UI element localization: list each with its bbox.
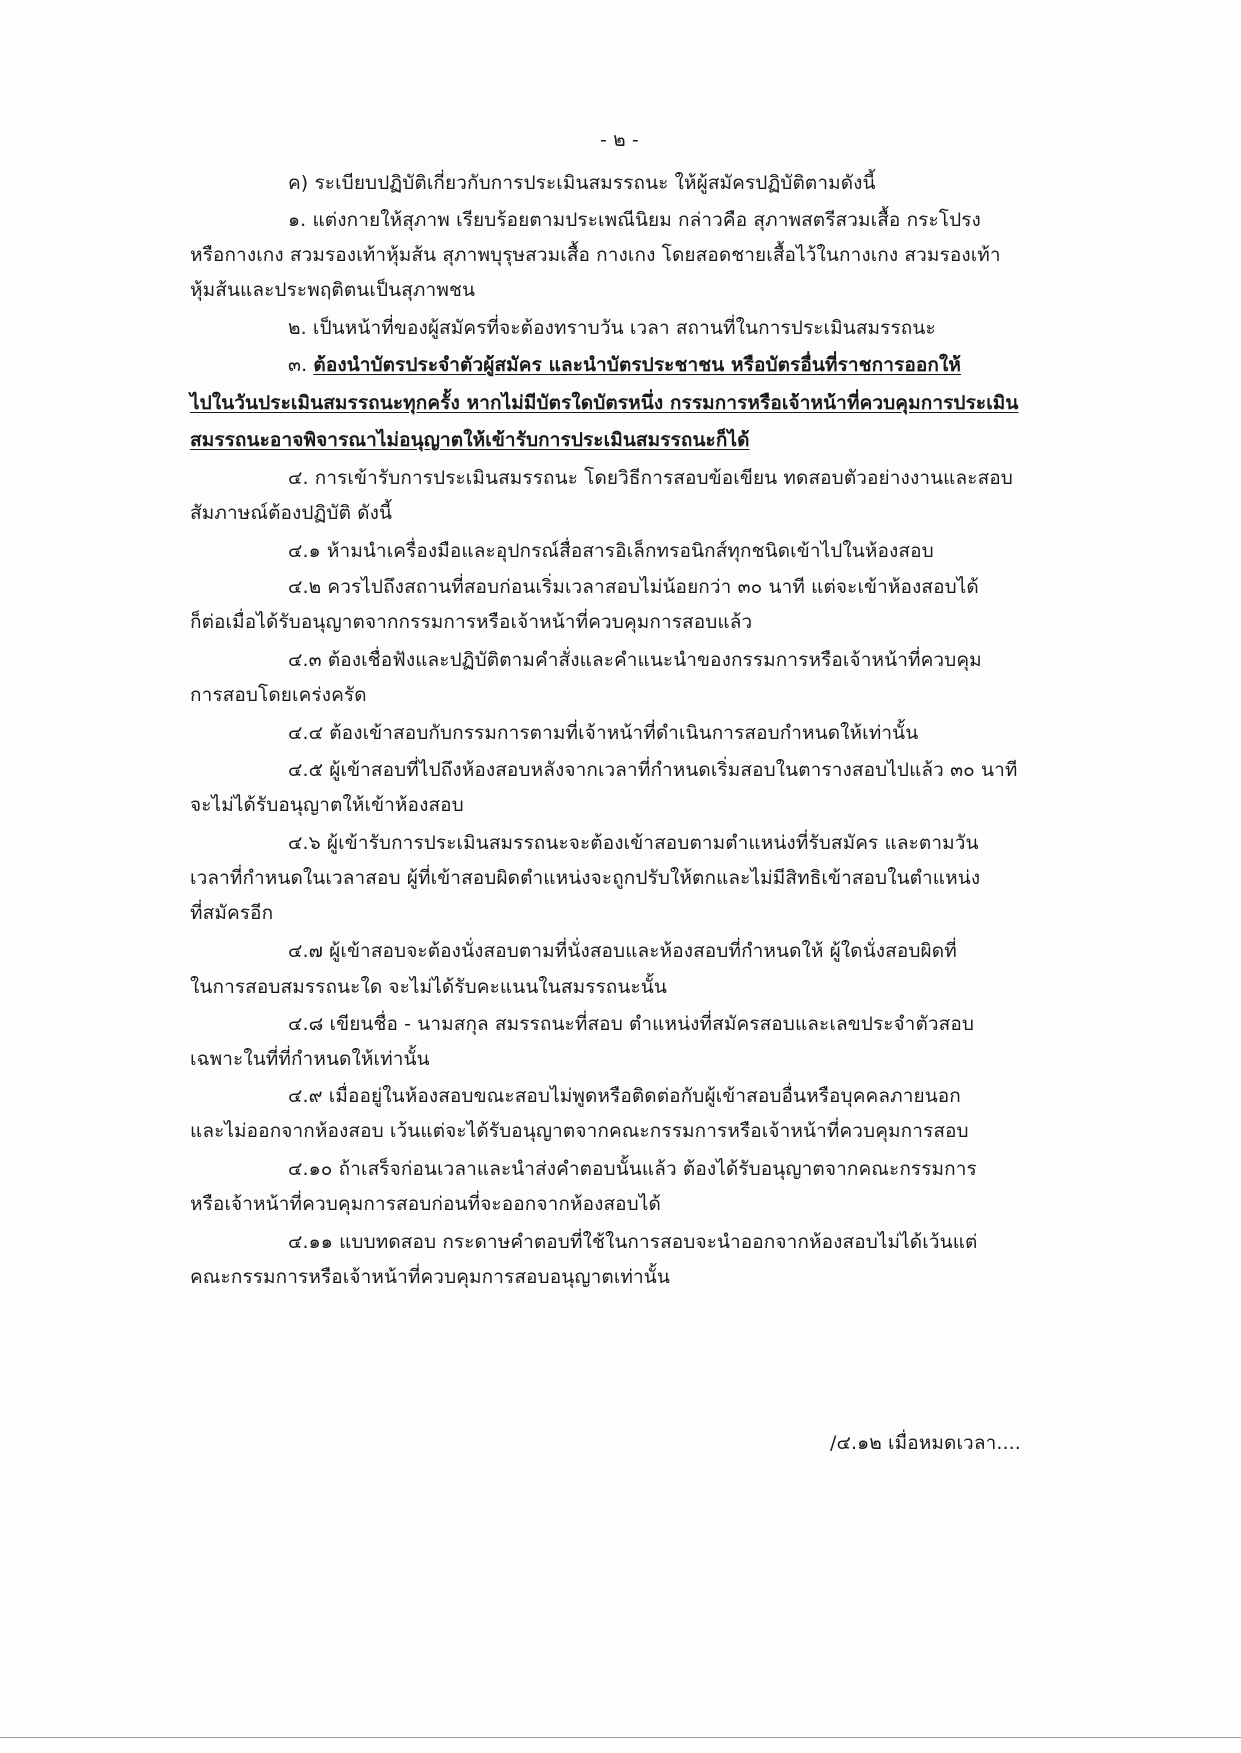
sub4-6-line3: ที่สมัครอีก	[190, 902, 274, 924]
page-number: - ๒ -	[600, 129, 639, 151]
item3-line1	[288, 352, 961, 378]
sub4-1: ๔.๑ ห้ามนำเครื่องมือและอุปกรณ์สื่อสารอิเล็กทรอนิกส์ทุกชนิดเข้าไปในห้องสอบ	[288, 540, 934, 562]
sub4-5-line1: ๔.๕ ผู้เข้าสอบที่ไปถึงห้องสอบหลังจากเวลาที่กำหนดเริ่มสอบในตารางสอบไปแล้ว ๓๐ นาที	[288, 759, 1018, 781]
sub4-9-line2: และไม่ออกจากห้องสอบ เว้นแต่จะได้รับอนุญาตจากคณะกรรมการหรือเจ้าหน้าที่ควบคุมการสอบ	[190, 1120, 969, 1142]
sub4-8-line2: เฉพาะในที่ที่กำหนดให้เท่านั้น	[190, 1048, 430, 1070]
sub4-7-line1: ๔.๗ ผู้เข้าสอบจะต้องนั่งสอบตามที่นั่งสอบและห้องสอบที่กำหนดให้ ผู้ใดนั่งสอบผิดที่	[288, 940, 957, 962]
sub4-10-line1: ๔.๑๐ ถ้าเสร็จก่อนเวลาและนำส่งคำตอบนั้นแล้ว ต้องได้รับอนุญาตจากคณะกรรมการ	[288, 1158, 977, 1180]
section-c-heading: ค) ระเบียบปฏิบัติเกี่ยวกับการประเมินสมรรถนะ ให้ผู้สมัครปฏิบัติตามดังนี้	[288, 172, 876, 194]
sub4-11-line1: ๔.๑๑ แบบทดสอบ กระดาษคำตอบที่ใช้ในการสอบจะนำออกจากห้องสอบไม่ได้เว้นแต่	[288, 1231, 978, 1253]
sub4-2-line1: ๔.๒ ควรไปถึงสถานที่สอบก่อนเริ่มเวลาสอบไม่น้อยกว่า ๓๐ นาที แต่จะเข้าห้องสอบได้	[288, 576, 979, 598]
sub4-6-line1: ๔.๖ ผู้เข้ารับการประเมินสมรรถนะจะต้องเข้าสอบตามตำแหน่งที่รับสมัคร และตามวัน	[288, 832, 979, 854]
sub4-7-line2: ในการสอบสมรรถนะใด จะไม่ได้รับคะแนนในสมรรถนะนั้น	[190, 976, 667, 998]
sub4-11-line2: คณะกรรมการหรือเจ้าหน้าที่ควบคุมการสอบอนุญาตเท่านั้น	[190, 1266, 670, 1288]
sub4-4: ๔.๔ ต้องเข้าสอบกับกรรมการตามที่เจ้าหน้าที่ดำเนินการสอบกำหนดให้เท่านั้น	[288, 722, 919, 744]
sub4-3-line2: การสอบโดยเคร่งครัด	[190, 684, 367, 706]
sub4-3-line1: ๔.๓ ต้องเชื่อฟังและปฏิบัติตามคำสั่งและคำแนะนำของกรรมการหรือเจ้าหน้าที่ควบคุม	[288, 649, 982, 671]
item3-number: ๓.	[288, 354, 308, 376]
sub4-10-line2: หรือเจ้าหน้าที่ควบคุมการสอบก่อนที่จะออกจากห้องสอบได้	[190, 1193, 661, 1215]
continuation-note: /๔.๑๒ เมื่อหมดเวลา....	[830, 1432, 1021, 1454]
item3-text-1: ต้องนำบัตรประจำตัวผู้สมัคร และนำบัตรประชาชน หรือบัตรอื่นที่ราชการออกให้	[313, 354, 961, 376]
sub4-5-line2: จะไม่ได้รับอนุญาตให้เข้าห้องสอบ	[190, 794, 464, 816]
item1-line3: หุ้มส้นและประพฤติตนเป็นสุภาพชน	[190, 279, 476, 301]
item4-line2: สัมภาษณ์ต้องปฏิบัติ ดังนี้	[190, 502, 393, 524]
item1-line1: ๑. แต่งกายให้สุภาพ เรียบร้อยตามประเพณีนิยม กล่าวคือ สุภาพสตรีสวมเสื้อ กระโปรง	[288, 209, 981, 231]
item3-line3: สมรรถนะอาจพิจารณาไม่อนุญาตให้เข้ารับการประเมินสมรรถนะก็ได้	[190, 429, 750, 451]
item2: ๒. เป็นหน้าที่ของผู้สมัครที่จะต้องทราบวัน เวลา สถานที่ในการประเมินสมรรถนะ	[288, 317, 936, 339]
sub4-2-line2: ก็ต่อเมื่อได้รับอนุญาตจากกรรมการหรือเจ้าหน้าที่ควบคุมการสอบแล้ว	[190, 611, 753, 633]
sub4-9-line1: ๔.๙ เมื่ออยู่ในห้องสอบขณะสอบไม่พูดหรือติดต่อกับผู้เข้าสอบอื่นหรือบุคคลภายนอก	[288, 1085, 961, 1107]
sub4-6-line2: เวลาที่กำหนดในเวลาสอบ ผู้ที่เข้าสอบผิดตำแหน่งจะถูกปรับให้ตกและไม่มีสิทธิเข้าสอบในตำแหน่ง	[190, 867, 981, 889]
item3-line2: ไปในวันประเมินสมรรถนะทุกครั้ง หากไม่มีบัตรใดบัตรหนึ่ง กรรมการหรือเจ้าหน้าที่ควบคุมการประเมิน	[190, 392, 1019, 414]
sub4-8-line1: ๔.๘ เขียนชื่อ - นามสกุล สมรรถนะที่สอบ ตำแหน่งที่สมัครสอบและเลขประจำตัวสอบ	[288, 1013, 975, 1035]
bottom-rule	[0, 1737, 1241, 1738]
item4-line1: ๔. การเข้ารับการประเมินสมรรถนะ โดยวิธีการสอบข้อเขียน ทดสอบตัวอย่างงานและสอบ	[288, 467, 1013, 489]
item1-line2: หรือกางเกง สวมรองเท้าหุ้มส้น สุภาพบุรุษสวมเสื้อ กางเกง โดยสอดชายเสื้อไว้ในกางเกง สวมรองเท้า	[190, 244, 1001, 266]
